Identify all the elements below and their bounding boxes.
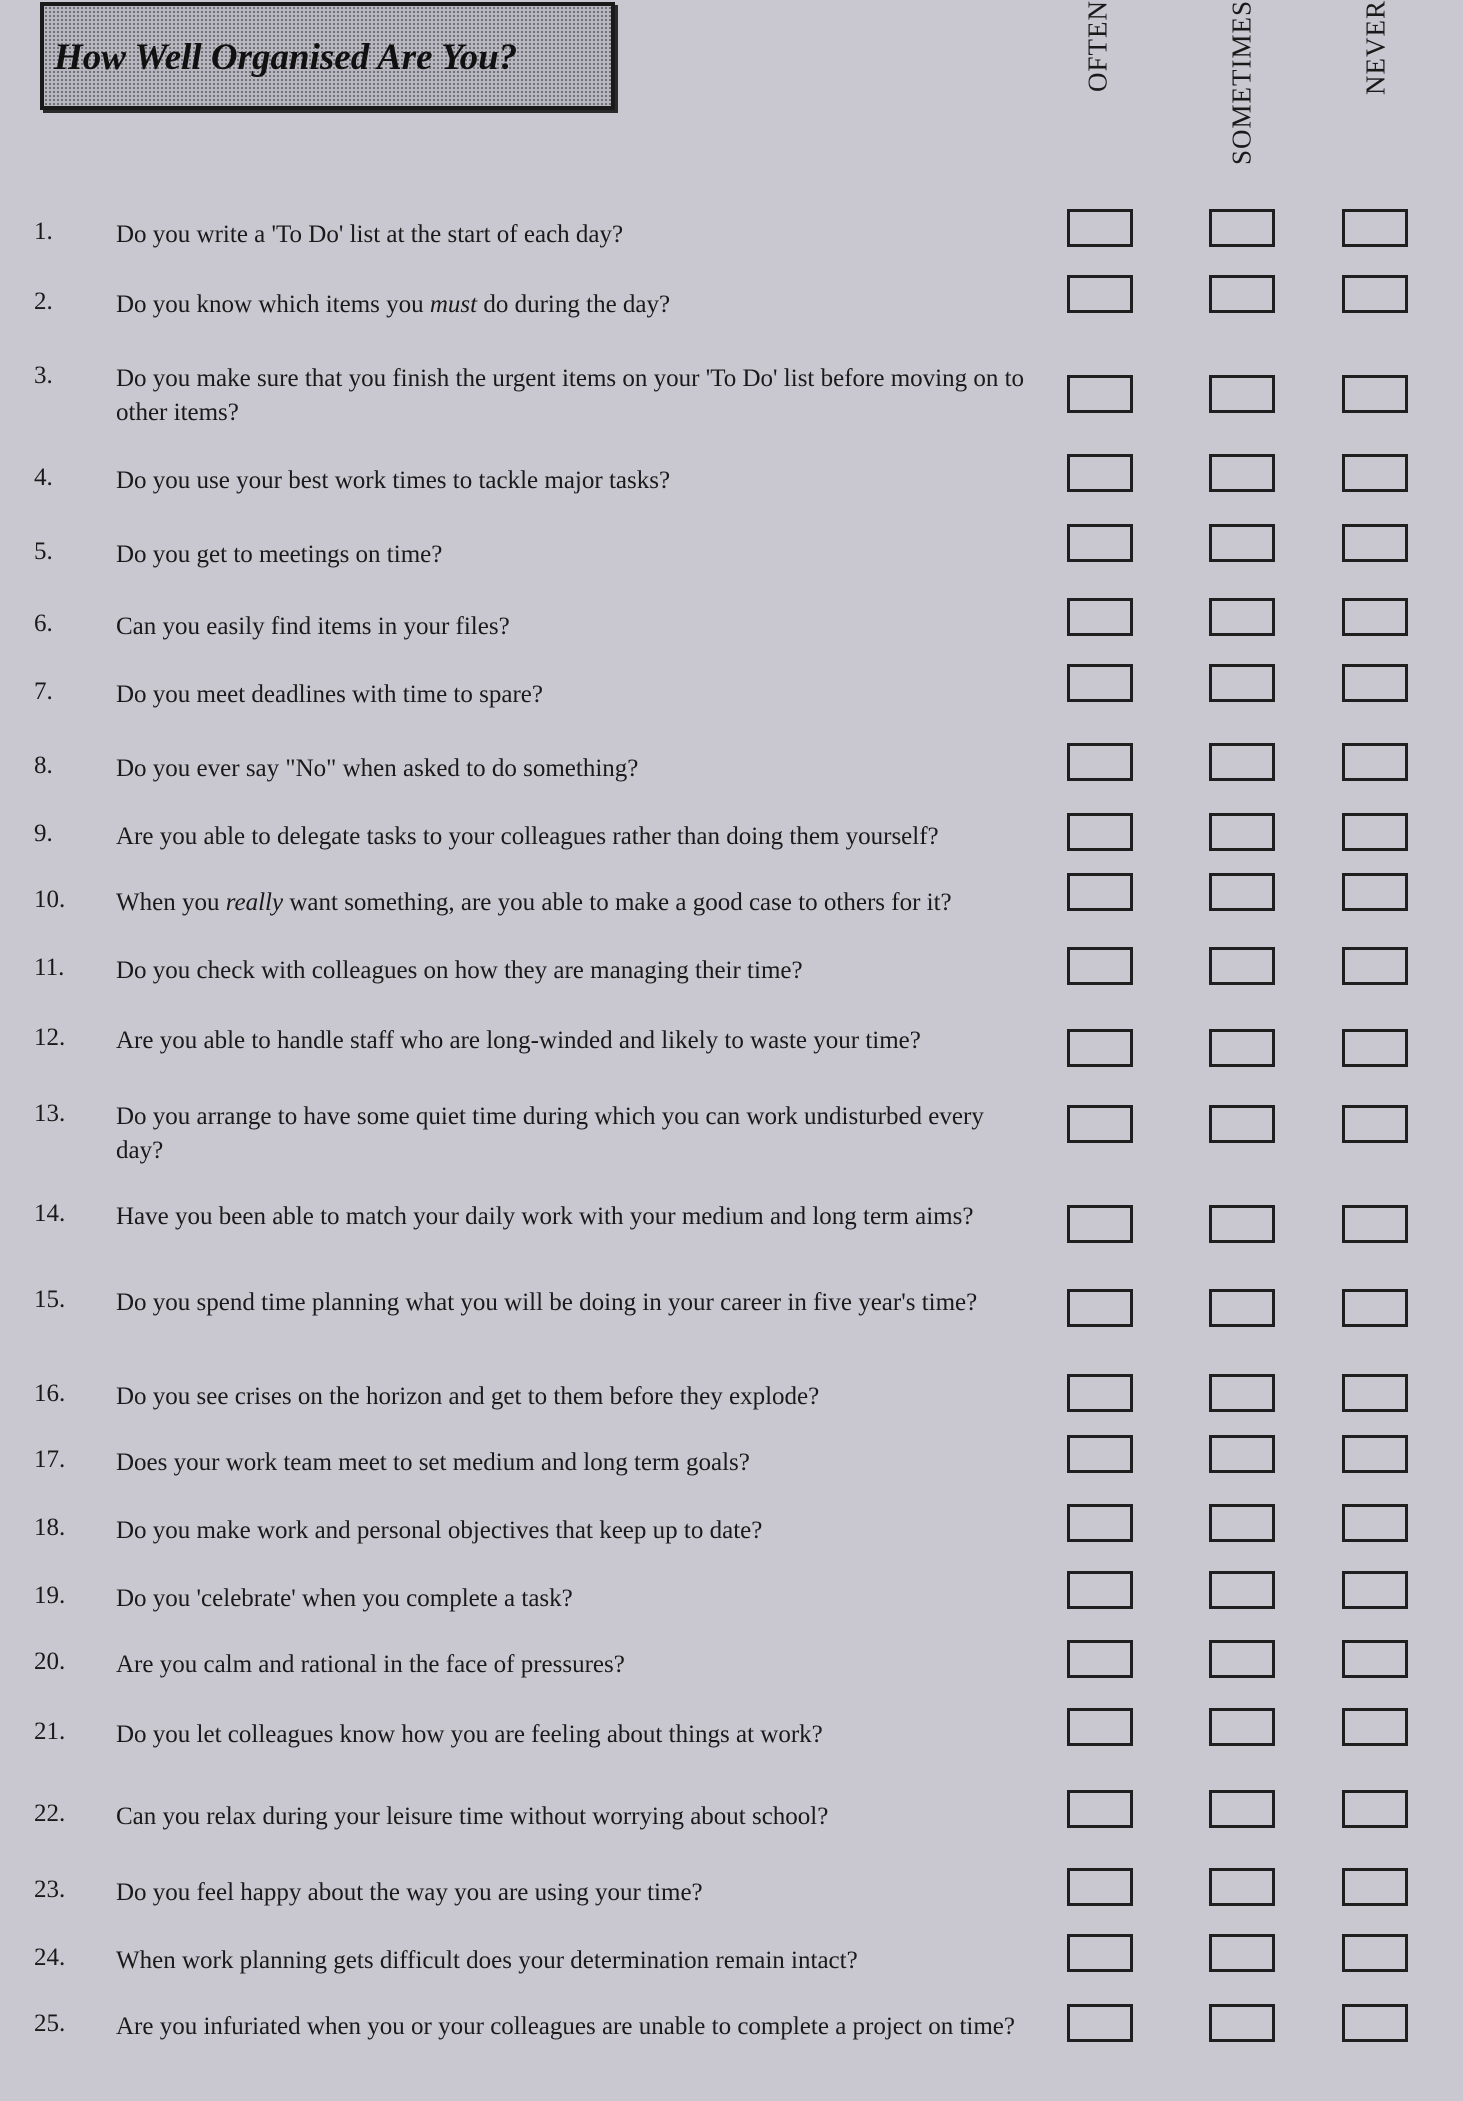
question-text: Are you able to handle staff who are long-winded and likely to waste your time? [116,1027,921,1054]
question-text: Do you make work and personal objectives that keep up to date? [116,1517,763,1544]
question-number: 21. [34,1718,66,1745]
checkbox-sometimes[interactable] [1209,524,1275,562]
checkbox-never[interactable] [1342,454,1408,492]
checkbox-sometimes[interactable] [1209,1868,1275,1906]
checkbox-often[interactable] [1067,1374,1133,1412]
question-number: 5. [34,538,53,565]
question-number: 4. [34,464,53,491]
checkbox-often[interactable] [1067,598,1133,636]
checkbox-never[interactable] [1342,1708,1408,1746]
question-number: 18. [34,1514,66,1541]
question-text: Do you see crises on the horizon and get to them before they explode? [116,1383,820,1410]
question-text [116,886,1036,920]
checkbox-sometimes[interactable] [1209,1435,1275,1473]
checkbox-often[interactable] [1067,1205,1133,1243]
checkbox-sometimes[interactable] [1209,1571,1275,1609]
question-text: When work planning gets difficult does your determination remain intact? [116,1947,858,1974]
checkbox-never[interactable] [1342,1504,1408,1542]
question-text: Do you check with colleagues on how they are managing their time? [116,957,803,984]
checkbox-often[interactable] [1067,375,1133,413]
question-text: Have you been able to match your daily work with your medium and long term aims? [116,1203,974,1230]
checkbox-often[interactable] [1067,275,1133,313]
checkbox-never[interactable] [1342,813,1408,851]
question-number: 2. [34,288,53,315]
checkbox-never[interactable] [1342,275,1408,313]
question-text: Do you get to meetings on time? [116,541,443,568]
checkbox-never[interactable] [1342,1435,1408,1473]
checkbox-sometimes[interactable] [1209,1640,1275,1678]
question-number: 16. [34,1380,66,1407]
question-number: 20. [34,1648,66,1675]
checkbox-often[interactable] [1067,1435,1133,1473]
checkbox-never[interactable] [1342,947,1408,985]
question-number: 8. [34,752,53,779]
checkbox-often[interactable] [1067,209,1133,247]
checkbox-often[interactable] [1067,1640,1133,1678]
question-text: Are you calm and rational in the face of pressures? [116,1651,625,1678]
checkbox-sometimes[interactable] [1209,598,1275,636]
question-number: 24. [34,1944,66,1971]
checkbox-often[interactable] [1067,1868,1133,1906]
question-text-part: Do you know which items you [116,291,430,318]
checkbox-sometimes[interactable] [1209,209,1275,247]
checkbox-sometimes[interactable] [1209,1504,1275,1542]
checkbox-often[interactable] [1067,1289,1133,1327]
question-text: Can you relax during your leisure time without worrying about school? [116,1803,829,1830]
question-number: 6. [34,610,53,637]
question-number: 9. [34,820,53,847]
column-header-never: NEVER [1360,0,1391,95]
checkbox-never[interactable] [1342,1289,1408,1327]
checkbox-never[interactable] [1342,1374,1408,1412]
question-text: Are you able to delegate tasks to your colleagues rather than doing them yourself? [116,823,939,850]
question-number: 19. [34,1582,66,1609]
checkbox-sometimes[interactable] [1209,1374,1275,1412]
checkbox-never[interactable] [1342,2004,1408,2042]
checkbox-sometimes[interactable] [1209,873,1275,911]
question-text-part: do during the day? [477,291,671,318]
column-header-sometimes: SOMETIMES [1226,0,1257,166]
question-number: 1. [34,218,53,245]
question-number: 10. [34,886,66,913]
checkbox-sometimes[interactable] [1209,1105,1275,1143]
checkbox-sometimes[interactable] [1209,1029,1275,1067]
checkbox-sometimes[interactable] [1209,1708,1275,1746]
question-text: Can you easily find items in your files? [116,613,510,640]
checkbox-often[interactable] [1067,2004,1133,2042]
question-text: Do you meet deadlines with time to spare? [116,681,543,708]
question-number: 13. [34,1100,66,1127]
checkbox-often[interactable] [1067,743,1133,781]
checkbox-sometimes[interactable] [1209,375,1275,413]
checkbox-often[interactable] [1067,1105,1133,1143]
question-text-part: When you [116,889,226,916]
question-text: Do you write a 'To Do' list at the start of each day? [116,221,624,248]
question-text: Do you arrange to have some quiet time during which you can work undisturbed every day? [116,1103,984,1164]
question-emphasis: really [225,889,284,916]
checkbox-never[interactable] [1342,873,1408,911]
checkbox-never[interactable] [1342,598,1408,636]
checkbox-sometimes[interactable] [1209,664,1275,702]
checkbox-sometimes[interactable] [1209,1205,1275,1243]
question-number: 14. [34,1200,66,1227]
question-text: Do you feel happy about the way you are using your time? [116,1879,703,1906]
checkbox-sometimes[interactable] [1209,1289,1275,1327]
checkbox-never[interactable] [1342,664,1408,702]
checkbox-never[interactable] [1342,1640,1408,1678]
question-number: 3. [34,362,53,389]
checkbox-never[interactable] [1342,1205,1408,1243]
checkbox-often[interactable] [1067,813,1133,851]
checkbox-often[interactable] [1067,524,1133,562]
question-number: 12. [34,1024,66,1051]
question-number: 23. [34,1876,66,1903]
question-number: 11. [34,954,65,981]
question-text: Do you ever say "No" when asked to do something? [116,755,639,782]
question-text [116,288,1036,322]
question-text: Does your work team meet to set medium and long term goals? [116,1449,750,1476]
checkbox-sometimes[interactable] [1209,1790,1275,1828]
question-text: Are you infuriated when you or your colleagues are unable to complete a project on time? [116,2013,1015,2040]
checkbox-sometimes[interactable] [1209,813,1275,851]
question-text: Do you use your best work times to tackle major tasks? [116,467,671,494]
checkbox-often[interactable] [1067,454,1133,492]
checkbox-sometimes[interactable] [1209,947,1275,985]
checkbox-often[interactable] [1067,1504,1133,1542]
checkbox-sometimes[interactable] [1209,743,1275,781]
checkbox-never[interactable] [1342,375,1408,413]
checkbox-never[interactable] [1342,1029,1408,1067]
checkbox-never[interactable] [1342,209,1408,247]
checkbox-never[interactable] [1342,1934,1408,1972]
question-text: Do you make sure that you finish the urgent items on your 'To Do' list before moving on to other items? [116,365,1025,426]
title-banner [40,2,615,110]
question-text-part: want something, are you able to make a good case to others for it? [283,889,952,916]
checkbox-never[interactable] [1342,524,1408,562]
checkbox-often[interactable] [1067,1571,1133,1609]
question-emphasis: must [429,291,478,318]
checkbox-often[interactable] [1067,1934,1133,1972]
checkbox-often[interactable] [1067,1790,1133,1828]
checkbox-never[interactable] [1342,1868,1408,1906]
checkbox-sometimes[interactable] [1209,2004,1275,2042]
question-number: 7. [34,678,53,705]
checkbox-sometimes[interactable] [1209,275,1275,313]
checkbox-often[interactable] [1067,664,1133,702]
column-header-often: OFTEN [1082,0,1113,92]
checkbox-never[interactable] [1342,743,1408,781]
question-text: Do you let colleagues know how you are feeling about things at work? [116,1721,823,1748]
checkbox-never[interactable] [1342,1105,1408,1143]
question-number: 22. [34,1800,66,1827]
page-title: How Well Organised Are You? [54,37,518,78]
checkbox-often[interactable] [1067,947,1133,985]
checkbox-never[interactable] [1342,1571,1408,1609]
question-text: Do you 'celebrate' when you complete a task? [116,1585,573,1612]
question-text: Do you spend time planning what you will be doing in your career in five year's time? [116,1289,978,1316]
checkbox-never[interactable] [1342,1790,1408,1828]
checkbox-often[interactable] [1067,1708,1133,1746]
checkbox-sometimes[interactable] [1209,1934,1275,1972]
question-number: 15. [34,1286,66,1313]
checkbox-often[interactable] [1067,1029,1133,1067]
checkbox-often[interactable] [1067,873,1133,911]
checkbox-sometimes[interactable] [1209,454,1275,492]
question-number: 17. [34,1446,66,1473]
question-number: 25. [34,2010,66,2037]
